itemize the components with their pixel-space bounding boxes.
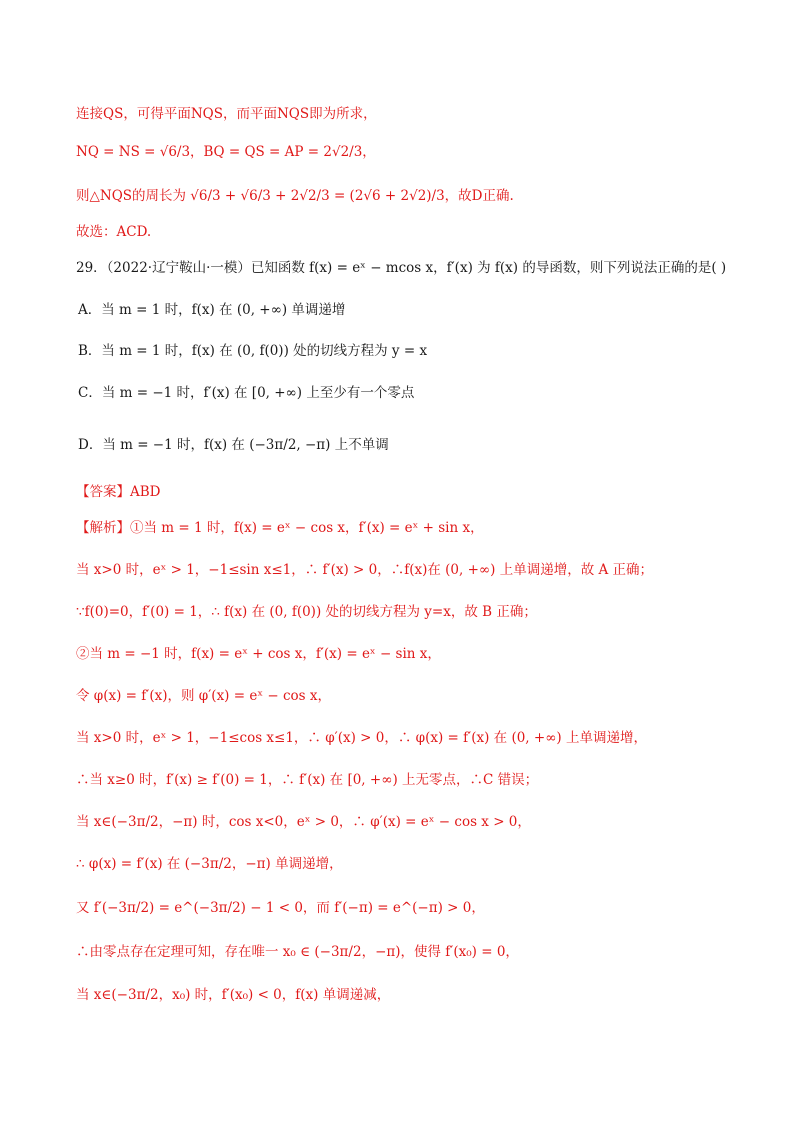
analysis-line-11: ∴由零点存在定理可知，存在唯一 x₀ ∈ (−3π/2，−π)，使得 f′(x₀) = 0，: [76, 944, 519, 960]
solution-line-2: NQ = NS = √6/3，BQ = QS = AP = 2√2/3，: [76, 144, 376, 160]
answer-label: 【答案】ABD: [76, 484, 161, 500]
analysis-line-7: ∴当 x≥0 时，f′(x) ≥ f′(0) = 1，∴ f′(x) 在 [0, +∞) 上无零点，∴C 错误；: [76, 772, 539, 788]
analysis-line-1: 【解析】①当 m = 1 时，f(x) = eˣ − cos x，f′(x) = eˣ + sin x，: [76, 520, 484, 536]
solution-line-3: 则△NQS的周长为 √6/3 + √6/3 + 2√2/3 = (2√6 + 2√2)/3，故D正确.: [76, 188, 514, 204]
analysis-line-9: ∴ φ(x) = f′(x) 在 (−3π/2，−π) 单调递增，: [76, 856, 343, 872]
option-a: A．当 m = 1 时，f(x) 在 (0, +∞) 单调递增: [78, 302, 346, 318]
solution-line-1: 连接QS，可得平面NQS，而平面NQS即为所求，: [76, 106, 377, 122]
analysis-line-10: 又 f′(−3π/2) = e^(−3π/2) − 1 < 0，而 f′(−π) = e^(−π) > 0，: [76, 900, 485, 916]
option-c: C．当 m = −1 时，f′(x) 在 [0, +∞) 上至少有一个零点: [78, 385, 415, 401]
solution-choice: 故选：ACD.: [76, 224, 152, 240]
analysis-line-5: 令 φ(x) = f′(x)，则 φ′(x) = eˣ − cos x，: [76, 688, 331, 704]
analysis-line-3: ∵f(0)=0，f′(0) = 1，∴ f(x) 在 (0, f(0)) 处的切线方程为 y=x，故 B 正确；: [76, 604, 537, 620]
analysis-line-6: 当 x>0 时，eˣ > 1，−1≤cos x≤1，∴ φ′(x) > 0，∴ φ(x) = f′(x) 在 (0, +∞) 上单调递增，: [76, 730, 647, 746]
option-d: D．当 m = −1 时，f(x) 在 (−3π/2, −π) 上不单调: [78, 437, 389, 453]
analysis-line-2: 当 x>0 时，eˣ > 1，−1≤sin x≤1，∴ f′(x) > 0，∴f(x)在 (0, +∞) 上单调递增，故 A 正确；: [76, 562, 654, 578]
analysis-line-4: ②当 m = −1 时，f(x) = eˣ + cos x，f′(x) = eˣ − sin x，: [76, 646, 441, 662]
question-stem: 29．（2022·辽宁鞍山·一模）已知函数 f(x) = eˣ − mcos x，f′(x) 为 f(x) 的导函数，则下列说法正确的是( ): [76, 260, 727, 276]
analysis-line-8: 当 x∈(−3π/2，−π) 时，cos x<0，eˣ > 0，∴ φ′(x) = eˣ − cos x > 0，: [76, 814, 531, 830]
option-b: B．当 m = 1 时，f(x) 在 (0, f(0)) 处的切线方程为 y = x: [78, 343, 428, 359]
analysis-line-12: 当 x∈(−3π/2，x₀) 时，f′(x₀) < 0，f(x) 单调递减，: [76, 987, 391, 1003]
